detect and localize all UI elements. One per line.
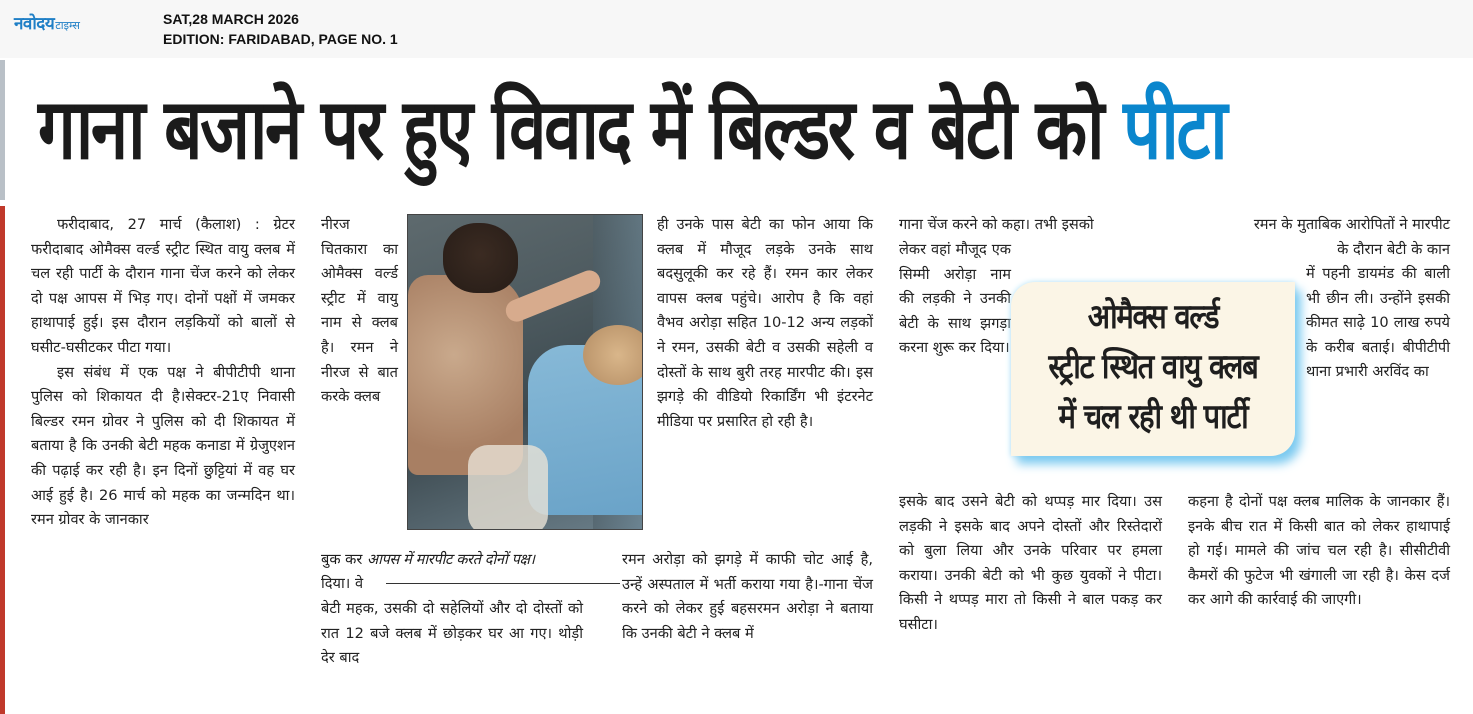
article-paragraph: फरीदाबाद, 27 मार्च (कैलाश) : ग्रेटर फरीदाबाद ओमैक्स वर्ल्ड स्ट्रीट स्थित वायु क्लब में चल रही पार्टी के दौरान गाना चेंज करने को लेकर दो पक्ष आपस में भिड़ गए। दोनों पक्षों में जमकर हाथापाई हुई। इस दौरान लड़कियों को बालों से घसीट-घसीटकर पीटा गया। [31, 216, 295, 356]
article-paragraph: ही उनके पास बेटी का फोन आया कि क्लब में मौजूद लड़के उनके साथ बदसुलूकी कर रहे हैं। रमन कार लेकर वापस क्लब पहुंचे। आरोप है कि वहां वैभव अरोड़ा सहित 10-12 अन्य लड़कों ने रमन, उसकी बेटी व उसकी सहेली व दोस्तों के साथ बुरी तरह मारपीट की। इस झगड़े की वीडियो रिकार्डिंग भी इंटरनेट मीडिया पर प्रसारित हो रही है। [657, 216, 873, 430]
logo-main-text: नवोदय [14, 14, 55, 34]
article-line: दिया। वे [321, 575, 364, 592]
article-column-5-first: रमन के मुताबिक आरोपितों ने मारपीट के दौरान बेटी के कान [1253, 216, 1450, 258]
article-column-5-bottom [1188, 490, 1450, 613]
article-paragraph: नीरज चितकारा का ओमैक्स वर्ल्ड स्ट्रीट में वायु नाम से क्लब है। रमन ने नीरज से बात करके क्लब [321, 216, 398, 406]
headline-accent: पीटा [1123, 80, 1226, 178]
edition-meta [163, 9, 398, 49]
side-bar-grey [0, 60, 5, 200]
article-column-4-narrow [899, 238, 1011, 361]
article-paragraph: इस संबंध में एक पक्ष ने बीपीटीपी थाना पुलिस को शिकायत दी है।सेक्टर-21ए निवासी बिल्डर रमन ग्रोवर ने पुलिस को दी शिकायत में बताया है कि उनकी बेटी महक कनाडा में ग्रेजुएशन की पढ़ाई कर रही है। इन दिनों छुट्टियां में वह घर आई हुई है। 26 मार्च को महक का जन्मदिन था। रमन ग्रोवर के जानकार [31, 363, 295, 529]
photo-caption: आपस में मारपीट करते दोनों पक्ष। [367, 551, 535, 568]
publication-date: SAT,28 MARCH 2026 [163, 11, 299, 27]
news-photo [407, 214, 643, 530]
headline [38, 74, 1226, 194]
caption-divider [386, 583, 620, 584]
logo-sub-text: टाइम्स [55, 19, 80, 32]
article-column-1 [31, 213, 295, 533]
article-paragraph: इसके बाद उसने बेटी को थप्पड़ मार दिया। उस लड़की ने इसके बाद अपने दोस्तों और रिस्तेदारों को बुला लिया और उनके परिवार पर हमला कराया। उनकी बेटी को भी कुछ युवकों ने पीटा। किसी ने थप्पड़ मारा तो किसी ने बाल पकड़ कर घसीटा। [899, 493, 1162, 633]
article-column-3 [657, 213, 873, 434]
pull-quote-box [1011, 282, 1295, 456]
article-text: बुक कर [321, 551, 363, 568]
article-paragraph: में पहनी डायमंड की बाली भी छीन ली। उन्होंने इसकी कीमत साढ़े 10 लाख रुपये के करीब बताई। बीपीटीपी थाना प्रभारी अरविंद का [1306, 265, 1450, 381]
article-paragraph: बेटी महक, उसकी दो सहेलियों और दो दोस्तों को रात 12 बजे क्लब में छोड़कर घर आ गए। थोड़ी देर बाद [321, 600, 583, 667]
article-column-5-narrow [1306, 262, 1450, 385]
article-paragraph: कहना है दोनों पक्ष क्लब मालिक के जानकार हैं। इनके बीच रात में किसी बात को लेकर हाथापाई हो गई। मामले की जांच चल रही है। सीसीटीवी कैमरों की फुटेज भी खंगाली जा रही है। केस दर्ज कर आगे की कार्रवाई की जाएगी। [1188, 493, 1450, 609]
article-column-2-bottom [321, 597, 583, 671]
article-paragraph: लेकर वहां मौजूद एक सिम्मी अरोड़ा नाम की लड़की ने उनकी बेटी के साथ झगड़ा करना शुरू कर दिया। [899, 241, 1011, 357]
article-column-3-bottom [622, 548, 873, 646]
edition-info: EDITION: FARIDABAD, PAGE NO. 1 [163, 31, 398, 47]
newspaper-logo [14, 11, 80, 34]
pull-quote-text: ओमैक्स वर्ल्ड स्ट्रीट स्थित वायु क्लब में चल रही थी पार्टी [1048, 297, 1258, 437]
photo-caption-row [321, 548, 641, 573]
article-column-4-bottom [899, 490, 1162, 638]
headline-text: गाना बजाने पर हुए विवाद में बिल्डर व बेटी को [38, 80, 1103, 178]
article-paragraph: रमन अरोड़ा को झगड़े में काफी चोट आई है, उन्हें अस्पताल में भर्ती कराया गया है।-गाना चेंज करने को लेकर हुई बहसरमन अरोड़ा ने बताया कि उनकी बेटी ने क्लब में [622, 551, 873, 642]
side-bar-red [0, 206, 5, 714]
article-column-2-narrow [321, 213, 398, 410]
article-column-4-first: गाना चेंज करने को कहा। तभी इसको [899, 216, 1094, 233]
page-header [0, 0, 1473, 58]
